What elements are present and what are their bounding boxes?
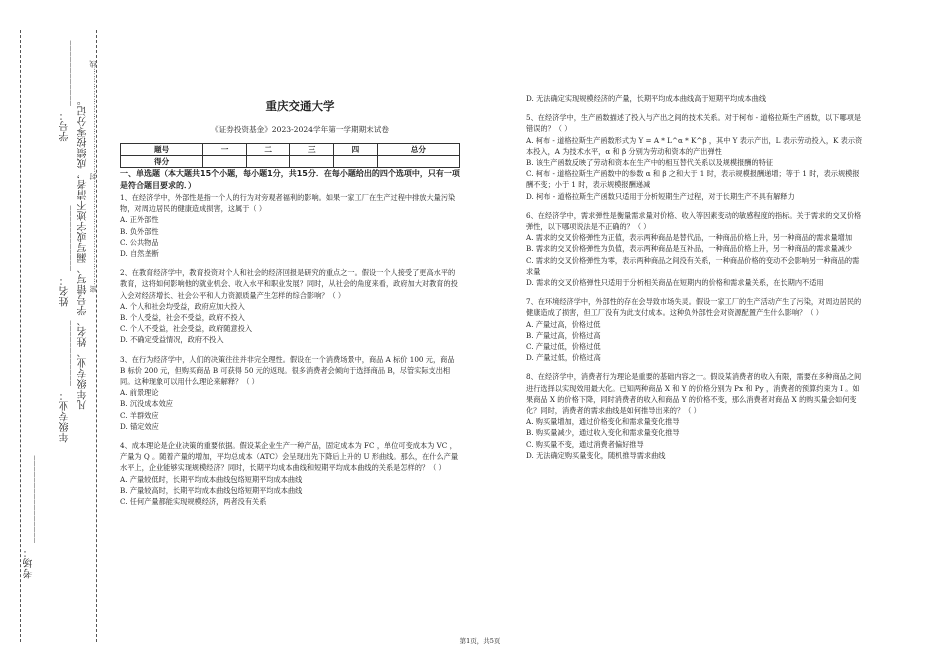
answer-option[interactable]: C. 购买量不变，通过消费者偏好推导 <box>526 439 644 449</box>
answer-option[interactable]: C. 羊群效应 <box>120 410 159 420</box>
exam-subtitle: 《证券投资基金》2023-2024学年第一学期期末试卷 <box>211 125 389 134</box>
score-cell[interactable] <box>334 156 378 168</box>
answer-option[interactable]: A. 个人和社会均受益，政府应加大投入 <box>120 301 245 311</box>
question <box>526 93 866 104</box>
answer-option[interactable]: C. 产量过低，价格过低 <box>526 342 601 352</box>
question <box>120 354 462 432</box>
answer-option[interactable]: A. 正外部性 <box>120 215 159 225</box>
score-row-label: 得分 <box>121 156 203 168</box>
major-blank: ____________ <box>60 320 71 386</box>
answer-option[interactable]: C. 任何产量都能实现规模经济，两者没有关系 <box>120 497 267 507</box>
binding-margin <box>0 0 110 672</box>
answer-option[interactable]: A. 产量较低时，长期平均成本曲线包络短期平均成本曲线 <box>120 474 303 484</box>
exam-room-label: 考场： <box>24 546 35 579</box>
question <box>120 440 462 507</box>
answer-option[interactable]: B. 需求的交叉价格弹性为负值，表示两种商品是互补品，一种商品价格上升，另一种商品的需求量减少 <box>526 244 853 254</box>
answer-option[interactable]: A. 柯布 - 道格拉斯生产函数形式为 Y = A * L^α * K^β ，其中 Y 表示产出，L 表示劳动投入，K 表示资本投入，A 为技术水平，α 和 β 分别为劳动和资本的产出弹性 <box>526 135 863 156</box>
page-footer: 第1页，共5页 <box>459 637 501 645</box>
question-stem: 5、在经济学中，生产函数描述了投入与产出之间的技术关系。对于柯布 - 道格拉斯生产函数，以下哪项是错误的？（ ） <box>526 113 862 134</box>
answer-option[interactable]: B. 购买量减少，通过收入变化和需求量变化推导 <box>526 428 680 438</box>
major-field[interactable] <box>60 320 71 442</box>
answer-option[interactable]: A. 需求的交叉价格弹性为正值，表示两种商品是替代品，一种商品价格上升，另一种商品的需求量增加 <box>526 233 853 243</box>
answer-option[interactable]: B. 沉没成本效应 <box>120 399 173 409</box>
score-header-cell: 题号 <box>121 144 203 156</box>
name-label: 姓名： <box>60 274 71 307</box>
score-cell[interactable] <box>203 156 247 168</box>
left-question-list <box>120 192 462 515</box>
question-stem: 3、在行为经济学中，人们的决策往往并非完全理性。假设在一个消费场景中，商品 A 标价 100 元，商品 B 标价 200 元，但购买商品 B 可获得 50 元的返现。很多消费者会倾向于选择商品 B，尽管实际支出相同。这种现象可以用什么理论来解释？（ ） <box>120 354 455 387</box>
score-header-cell: 三 <box>290 144 334 156</box>
answer-option[interactable]: B. 产量过高，价格过高 <box>526 330 601 340</box>
score-table-score-row <box>121 156 460 168</box>
question <box>120 267 462 345</box>
score-header-cell: 一 <box>203 144 247 156</box>
answer-option[interactable]: C. 个人不受益，社会受益，政府随意投入 <box>120 324 253 334</box>
question-stem: 4、成本理论是企业决策的重要依据。假设某企业生产一种产品，固定成本为 FC ，单位可变成本为 VC ，产量为 Q 。随着产量的增加，平均总成本（ATC）会呈现出先下降后上升的 U 形曲线。那么，在什么产量水平上，企业能够实现规模经济？同时，长期平均成本曲线和短期平均成本曲线的关系是怎样的？（ ） <box>120 441 459 473</box>
binding-dashed-line-outer <box>20 30 21 642</box>
answer-option[interactable]: D. 无法确定实现规模经济的产量，长期平均成本曲线高于短期平均成本曲线 <box>526 94 767 103</box>
answer-option[interactable]: D. 自然垄断 <box>120 249 159 259</box>
question-stem: 6、在经济学中，需求弹性是衡量需求量对价格、收入等因素变动的敏感程度的指标。关于需求的交叉价格弹性，以下哪项说法是不正确的？（ ） <box>526 210 862 232</box>
seal-line-text: 密……………………………………封……………………………………线 <box>89 60 97 293</box>
student-id-field[interactable] <box>60 40 71 141</box>
score-table <box>120 143 460 168</box>
question-stem: 7、在环境经济学中，外部性的存在会导致市场失灵。假设一家工厂的生产活动产生了污染，对周边居民的健康造成了损害，但工厂没有为此支付成本。这种负外部性会对资源配置产生什么影响？（ ） <box>526 297 862 318</box>
question <box>120 192 462 259</box>
student-id-blank: ____________ <box>60 40 71 106</box>
binding-notice: 凡年级专业、姓名、学号错写、漏写或字迹不清者，成绩按零分记。 <box>78 95 89 410</box>
question <box>526 371 866 461</box>
exam-room-blank: ________________ <box>24 455 35 543</box>
answer-option[interactable]: B. 负外部性 <box>120 226 159 236</box>
right-column <box>526 93 866 469</box>
name-blank: ____________ <box>60 205 71 271</box>
question <box>526 296 866 363</box>
major-label: 年级专业： <box>60 389 71 443</box>
answer-option[interactable]: A. 购买量增加，通过价格变化和需求量变化推导 <box>526 417 680 427</box>
answer-option[interactable]: D. 需求的交叉价格弹性只适用于分析相关商品在短期内的价格和需求量关系，在长期内不适用 <box>526 278 824 288</box>
question-stem: 1、在经济学中，外部性是指一个人的行为对旁观者福利的影响。如果一家工厂在生产过程中排放大量污染物，对周边居民的健康造成损害，这属于（ ） <box>120 193 456 214</box>
answer-option[interactable]: D. 柯布 - 道格拉斯生产函数只适用于分析短期生产过程，对于长期生产不具有解释力 <box>526 191 795 201</box>
university-title: 重庆交通大学 <box>265 99 335 113</box>
answer-option[interactable]: A. 前景理论 <box>120 388 159 398</box>
score-cell[interactable] <box>246 156 290 168</box>
answer-option[interactable]: B. 个人受益，社会不受益，政府不投入 <box>120 313 245 323</box>
score-cell[interactable] <box>290 156 334 168</box>
question-stem: 2、在教育经济学中，教育投资对个人和社会的经济回报是研究的重点之一。假设一个人接受了更高水平的教育，这将如何影响他的就业机会、收入水平和职业发展？同时，从社会的角度来看，政府加大对教育的投入会对经济增长、社会公平和人力资源质量产生怎样的综合影响？（ ） <box>120 268 458 300</box>
score-header-cell: 四 <box>334 144 378 156</box>
exam-room-field[interactable] <box>24 455 35 578</box>
question <box>526 210 866 288</box>
answer-option[interactable]: B. 该生产函数反映了劳动和资本在生产中的相互替代关系以及规模报酬的特征 <box>526 158 774 168</box>
right-question-list <box>526 93 866 469</box>
section-one-title: 一、单选题（本大题共15个小题，每小题1分，共15分．在每小题给出的四个选项中，只有一项是符合题目要求的．） <box>120 169 460 190</box>
score-table-header-row <box>121 144 460 156</box>
question-stem: 8、在经济学中，消费者行为理论是重要的基础内容之一。假设某消费者的收入有限，需要在多种商品之间进行选择以实现效用最大化。已知两种商品 X 和 Y 的价格分别为 Px 和 Py ，消费者的预算约束为 I 。如果商品 X 的价格下降，同时消费者的收入和商品 Y 的价格不变，那么消费者对商品 X 的购买量会如何变化？同时，消费者的需求曲线是如何推导出来的？（ ） <box>526 372 862 416</box>
name-field[interactable] <box>60 205 71 306</box>
score-header-cell: 二 <box>246 144 290 156</box>
answer-option[interactable]: C. 需求的交叉价格弹性为零，表示两种商品之间没有关系，一种商品价格的变动不会影响另一种商品的需求量 <box>526 255 860 276</box>
question <box>526 112 866 202</box>
answer-option[interactable]: B. 产量较高时，长期平均成本曲线包络短期平均成本曲线 <box>120 485 303 495</box>
answer-option[interactable]: C. 柯布 - 道格拉斯生产函数中的参数 α 和 β 之和大于 1 时，表示规模报酬递增；等于 1 时，表示规模报酬不变；小于 1 时，表示规模报酬递减 <box>526 169 860 190</box>
answer-option[interactable]: A. 产量过高，价格过低 <box>526 319 601 329</box>
score-header-cell: 总分 <box>377 144 459 156</box>
answer-option[interactable]: C. 公共物品 <box>120 237 159 247</box>
answer-option[interactable]: D. 不确定受益情况，政府不投入 <box>120 335 224 345</box>
score-cell[interactable] <box>377 156 459 168</box>
student-id-label: 学号： <box>60 109 71 142</box>
left-column <box>120 168 462 515</box>
answer-option[interactable]: D. 无法确定购买量变化，随机推导需求曲线 <box>526 450 666 460</box>
answer-option[interactable]: D. 产量过低，价格过高 <box>526 353 601 363</box>
answer-option[interactable]: D. 锚定效应 <box>120 421 159 431</box>
